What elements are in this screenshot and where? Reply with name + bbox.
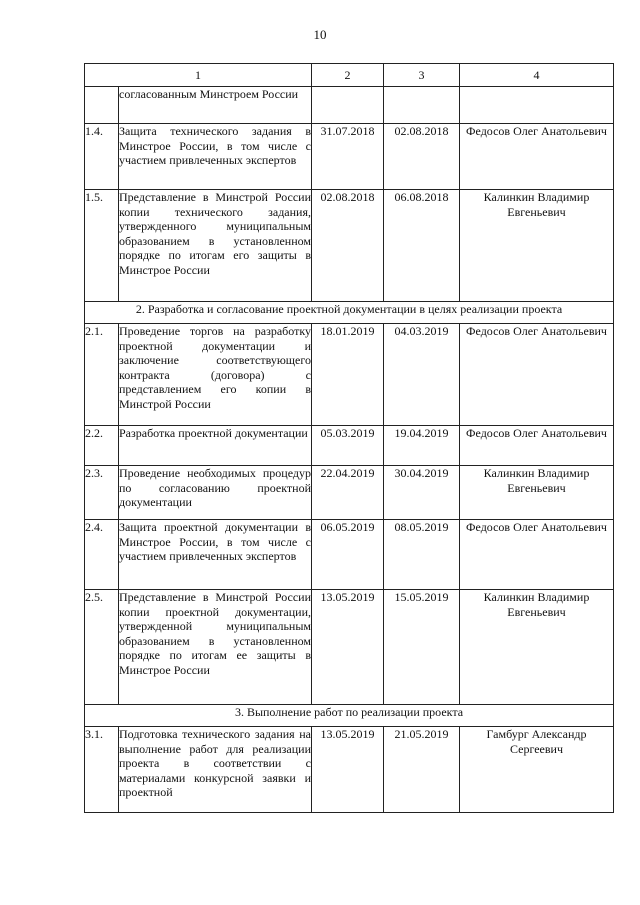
row-number: 2.5. [85,590,119,705]
row-task-name: Защита технического задания в Минстрое России, в том числе с участием привлеченных экспертов [119,124,312,190]
row-responsible: Федосов Олег Анатольевич [460,426,614,466]
row-responsible: Калинкин Владимир Евгеньевич [460,590,614,705]
table-row [85,324,614,426]
row-task-name: Проведение необходимых процедур по согласованию проектной документации [119,466,312,520]
row-number: 1.5. [85,190,119,302]
row-task-name: Представление в Минстрой России копии технического задания, утвержденного муниципальным образованием в установленном порядке по итогам его защиты в Минстрое России [119,190,312,302]
table-row [85,727,614,813]
row-task-name: Разработка проектной документации [119,426,312,466]
table-row [85,426,614,466]
row-start-date: 06.05.2019 [312,520,384,590]
row-number: 2.1. [85,324,119,426]
continuation-row [85,87,614,124]
row-start-date: 18.01.2019 [312,324,384,426]
continuation-name: согласованным Минстроем России [119,87,312,124]
row-number: 3.1. [85,727,119,813]
continuation-num-cell [85,87,119,124]
row-responsible: Федосов Олег Анатольевич [460,324,614,426]
row-number: 2.3. [85,466,119,520]
row-task-name: Защита проектной документации в Минстрое России, в том числе с участием привлеченных экспертов [119,520,312,590]
continuation-end-cell [384,87,460,124]
section-title: 2. Разработка и согласование проектной документации в целях реализации проекта [85,302,614,324]
row-task-name: Проведение торгов на разработку проектной документации и заключение соответствующего контракта (договора) с представлением его копии в Минстрой России [119,324,312,426]
row-task-name: Подготовка технического задания на выполнение работ для реализации проекта в соответствии с материалами конкурсной заявки и проектной [119,727,312,813]
row-start-date: 05.03.2019 [312,426,384,466]
table-row [85,466,614,520]
header-col-2: 2 [312,64,384,87]
row-start-date: 22.04.2019 [312,466,384,520]
section-title: 3. Выполнение работ по реализации проекта [85,705,614,727]
header-col-4: 4 [460,64,614,87]
header-col-1: 1 [85,64,312,87]
row-responsible: Калинкин Владимир Евгеньевич [460,466,614,520]
row-responsible: Федосов Олег Анатольевич [460,124,614,190]
row-end-date: 06.08.2018 [384,190,460,302]
section-header-row [85,705,614,727]
row-number: 2.4. [85,520,119,590]
section-header-row [85,302,614,324]
row-end-date: 04.03.2019 [384,324,460,426]
row-responsible: Калинкин Владимир Евгеньевич [460,190,614,302]
row-responsible: Федосов Олег Анатольевич [460,520,614,590]
row-end-date: 08.05.2019 [384,520,460,590]
table-row [85,520,614,590]
row-start-date: 13.05.2019 [312,590,384,705]
plan-table [84,63,614,813]
row-start-date: 02.08.2018 [312,190,384,302]
row-start-date: 13.05.2019 [312,727,384,813]
header-col-3: 3 [384,64,460,87]
row-task-name: Представление в Минстрой России копии проектной документации, утвержденной муниципальным образованием в установленном порядке по итогам ее защиты в Минстрое России [119,590,312,705]
row-number: 2.2. [85,426,119,466]
table-row [85,124,614,190]
row-end-date: 15.05.2019 [384,590,460,705]
row-number: 1.4. [85,124,119,190]
continuation-start-cell [312,87,384,124]
row-end-date: 21.05.2019 [384,727,460,813]
table-header-row [85,64,614,87]
row-end-date: 30.04.2019 [384,466,460,520]
row-end-date: 02.08.2018 [384,124,460,190]
table-row [85,190,614,302]
page-number: 10 [313,27,327,42]
continuation-resp-cell [460,87,614,124]
row-end-date: 19.04.2019 [384,426,460,466]
row-start-date: 31.07.2018 [312,124,384,190]
table-row [85,590,614,705]
row-responsible: Гамбург Александр Сергеевич [460,727,614,813]
